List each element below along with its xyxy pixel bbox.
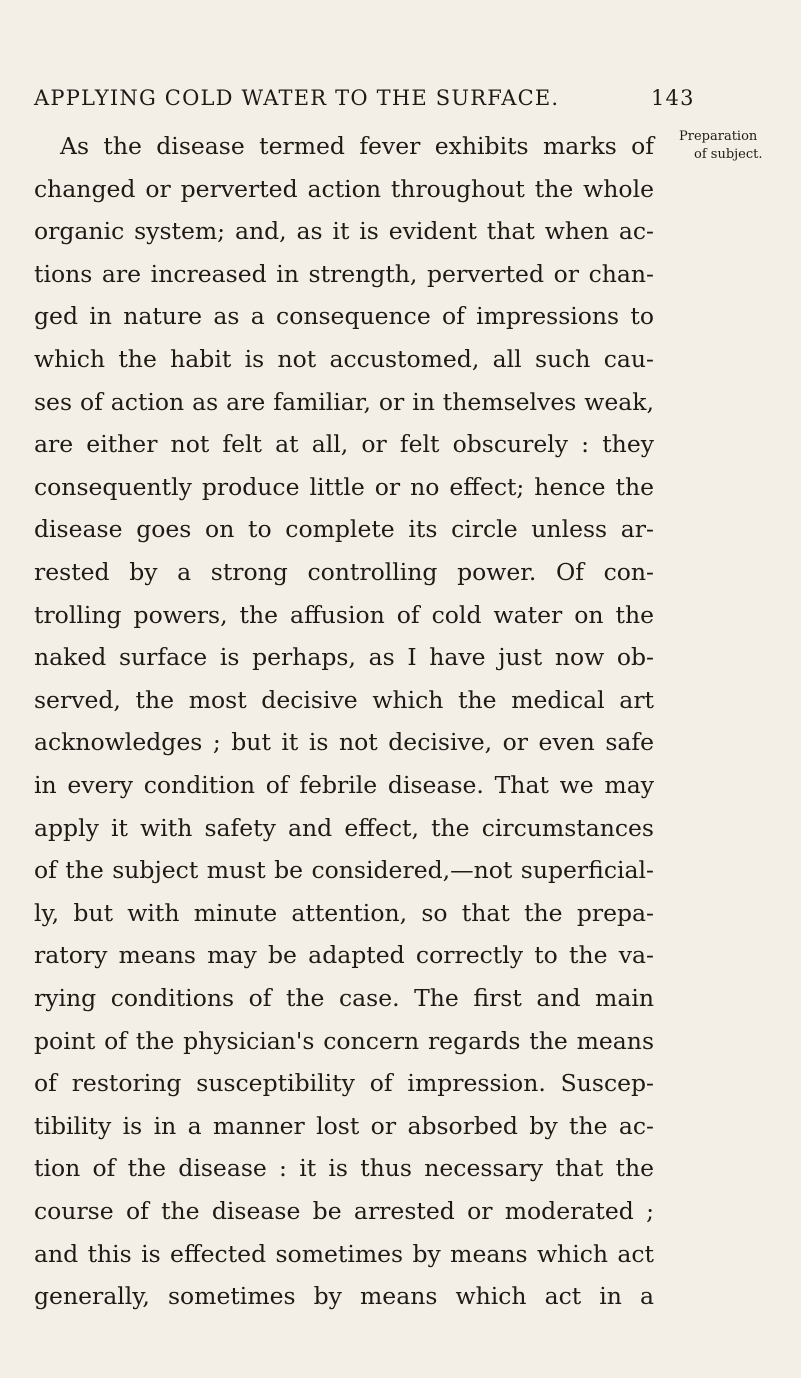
text-line: tions are increased in strength, perverted or chan- [34,259,654,288]
text-line: ratory means may be adapted correctly to the va- [34,941,654,970]
text-line: in every condition of febrile disease. That we may [34,771,654,799]
text-line: which the habit is not accustomed, all such cau- [34,345,654,373]
text-line: served, the most decisive which the medical art [34,685,654,714]
text-line: are either not felt at all, or felt obscurely : they [34,430,654,459]
text-line: As the disease termed fever exhibits marks of [60,132,654,160]
running-head-title: APPLYING COLD WATER TO THE SURFACE. [34,86,560,110]
text-line: point of the physician's concern regards the means [34,1026,654,1055]
running-head [34,86,695,110]
text-line: disease goes on to complete its circle unless ar- [34,515,654,544]
text-line: of restoring susceptibility of impression. Suscep- [34,1069,654,1098]
text-line: naked surface is perhaps, as I have just now ob- [34,643,654,672]
text-line: trolling powers, the affusion of cold water on the [34,600,654,629]
text-line: changed or perverted action throughout the whole [34,174,654,203]
page-number: 143 [651,86,695,110]
text-line: rying conditions of the case. The first and main [34,984,654,1012]
text-line: tibility is in a manner lost or absorbed by the ac- [34,1111,654,1140]
text-line: consequently produce little or no effect; hence the [34,472,654,501]
text-line: course of the disease be arrested or moderated ; [34,1197,654,1225]
text-line: ses of action as are familiar, or in themselves weak, [34,387,654,416]
text-line: ged in nature as a consequence of impressions to [34,302,654,331]
text-line: apply it with safety and effect, the circumstances [34,813,654,842]
text-line: acknowledges ; but it is not decisive, or even safe [34,728,654,757]
text-line: generally, sometimes by means which act in a [34,1282,654,1311]
margin-note [679,128,799,164]
text-line: and this is effected sometimes by means which act [34,1239,654,1268]
text-line: rested by a strong controlling power. Of con- [34,558,654,586]
margin-note-line-2: of subject. [694,147,763,162]
text-line: ly, but with minute attention, so that the prepa- [34,898,654,927]
text-line: tion of the disease : it is thus necessary that the [34,1154,654,1183]
margin-note-line-1: Preparation [679,129,758,144]
text-line: of the subject must be considered,—not superficial- [34,856,654,885]
text-line: organic system; and, as it is evident that when ac- [34,217,654,246]
